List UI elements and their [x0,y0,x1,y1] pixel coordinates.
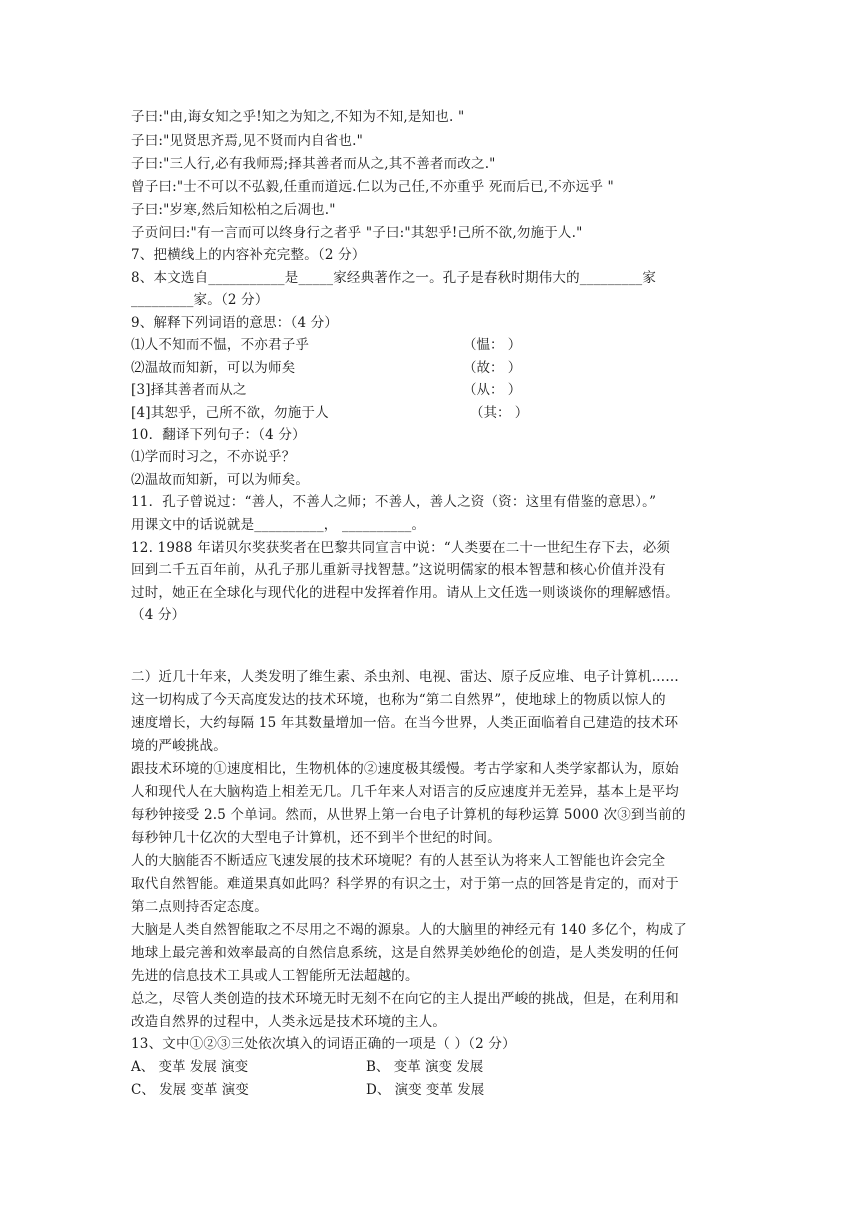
passage-line-11: 第二点则持否定态度。 [131,899,268,915]
passage-line-10: 取代自然智能。难道果真如此吗？科学界的有识之士，对于第一点的回答是肯定的，而对于 [131,876,679,892]
question-9-hint-3: （从： ） [463,382,522,398]
question-13-option-d: D、 演变 变革 发展 [366,1082,485,1098]
question-13-option-c: C、 发展 变革 演变 [131,1082,249,1098]
question-11-line-2: 用课文中的话说就是__________， __________。 [131,517,426,533]
passage-line-6: 人和现代人在大脑构造上相差无几。几千年来人对语言的反应速度并无差异，基本上是平均 [131,784,679,800]
question-7: 7、把横线上的内容补充完整。（2 分） [131,247,366,263]
question-8-line-2: _________家。（2 分） [131,292,269,308]
question-12-line-1: 12. 1988 年诺贝尔奖获奖者在巴黎共同宣言中说：“人类要在二十一世纪生存下去，必须 [131,540,671,556]
passage-line-14: 先进的信息技术工具或人工智能所无法超越的。 [131,968,419,984]
quote-line-5: 子曰:"岁寒,然后知松柏之后凋也." [131,202,336,218]
question-9-item-2: ⑵温故而知新，可以为师矣 [131,360,296,376]
passage-line-2: 这一切构成了今天高度发达的技术环境，也称为“第二自然界”，使地球上的物质以惊人的 [131,692,666,708]
question-8-line-1: 8、本文选自___________是_____家经典著作之一。孔子是春秋时期伟大的_________家 [131,270,657,286]
question-12-line-2: 回到二千五百年前，从孔子那儿重新寻找智慧。”这说明儒家的根本智慧和核心价值并没有 [131,562,666,578]
question-9-hint-4: （其： ） [470,405,529,421]
question-9-item-3: [3]择其善者而从之 [131,382,247,398]
passage-line-1: 二）近几十年来，人类发明了维生素、杀虫剂、电视、雷达、原子反应堆、电子计算机…… [131,669,679,685]
question-11-line-1: 11．孔子曾说过：“善人，不善人之师；不善人，善人之资（资：这里有借鉴的意思）。” [131,494,657,510]
passage-line-12: 大脑是人类自然智能取之不尽用之不竭的源泉。人的大脑里的神经元有 140 多亿个，构成了 [131,922,687,938]
question-10-item-2: ⑵温故而知新，可以为师矣。 [131,472,310,488]
passage-line-13: 地球上最完善和效率最高的自然信息系统，这是自然界美妙绝伦的创造，是人类发明的任何 [131,945,679,961]
question-9-hint-2: （故： ） [463,360,522,376]
question-13-option-a: A、 变革 发展 演变 [131,1059,249,1075]
question-9-item-1: ⑴人不知而不愠，不亦君子乎 [131,337,310,353]
question-10-item-1: ⑴学而时习之，不亦说乎？ [131,449,296,465]
question-12-line-3: 过时，她正在全球化与现代化的进程中发挥着作用。请从上文任选一则谈谈你的理解感悟。 [131,585,679,601]
quote-line-3: 子曰:"三人行,必有我师焉;择其善者而从之,其不善者而改之." [131,156,496,172]
question-9-hint-1: （愠： ） [463,337,522,353]
passage-line-15: 总之，尽管人类创造的技术环境无时无刻不在向它的主人提出严峻的挑战，但是，在利用和 [131,991,679,1007]
passage-line-3: 速度增长，大约每隔 15 年其数量增加一倍。在当今世界，人类正面临着自己建造的技术环 [131,715,679,731]
passage-line-4: 境的严峻挑战。 [131,738,227,754]
quote-line-2: 子曰:"见贤思齐焉,见不贤而内自省也." [131,133,364,149]
passage-line-7: 每秒钟接受 2.5 个单词。然而，从世界上第一台电子计算机的每秒运算 5000 次③到当前的 [131,807,686,823]
quote-line-6: 子贡问曰:"有一言而可以终身行之者乎 "子曰:"其恕乎!己所不欲,勿施于人." [131,225,583,241]
question-12-line-4: （4 分） [131,607,186,623]
passage-line-5: 跟技术环境的①速度相比，生物机体的②速度极其缓慢。考古学家和人类学家都认为，原始 [131,761,679,777]
question-9-item-4: [4]其恕乎，己所不欲，勿施于人 [131,405,329,421]
passage-line-16: 改造自然界的过程中，人类永远是技术环境的主人。 [131,1014,447,1030]
question-9: 9、解释下列词语的意思：（4 分） [131,315,339,331]
passage-line-8: 每秒钟几十亿次的大型电子计算机，还不到半个世纪的时间。 [131,830,501,846]
question-13: 13、文中①②③三处依次填入的词语正确的一项是（ ）（2 分） [131,1036,516,1052]
question-10: 10．翻译下列句子：（4 分） [131,427,306,443]
passage-line-9: 人的大脑能否不断适应飞速发展的技术环境呢？有的人甚至认为将来人工智能也许会完全 [131,853,666,869]
quote-line-1: 子曰:"由,诲女知之乎!知之为知之,不知为不知,是知也. " [131,109,465,125]
quote-line-4: 曾子曰:"士不可以不弘毅,任重而道远.仁以为己任,不亦重乎 死而后已,不亦远乎 " [131,179,614,195]
question-13-option-b: B、 变革 演变 发展 [366,1059,484,1075]
